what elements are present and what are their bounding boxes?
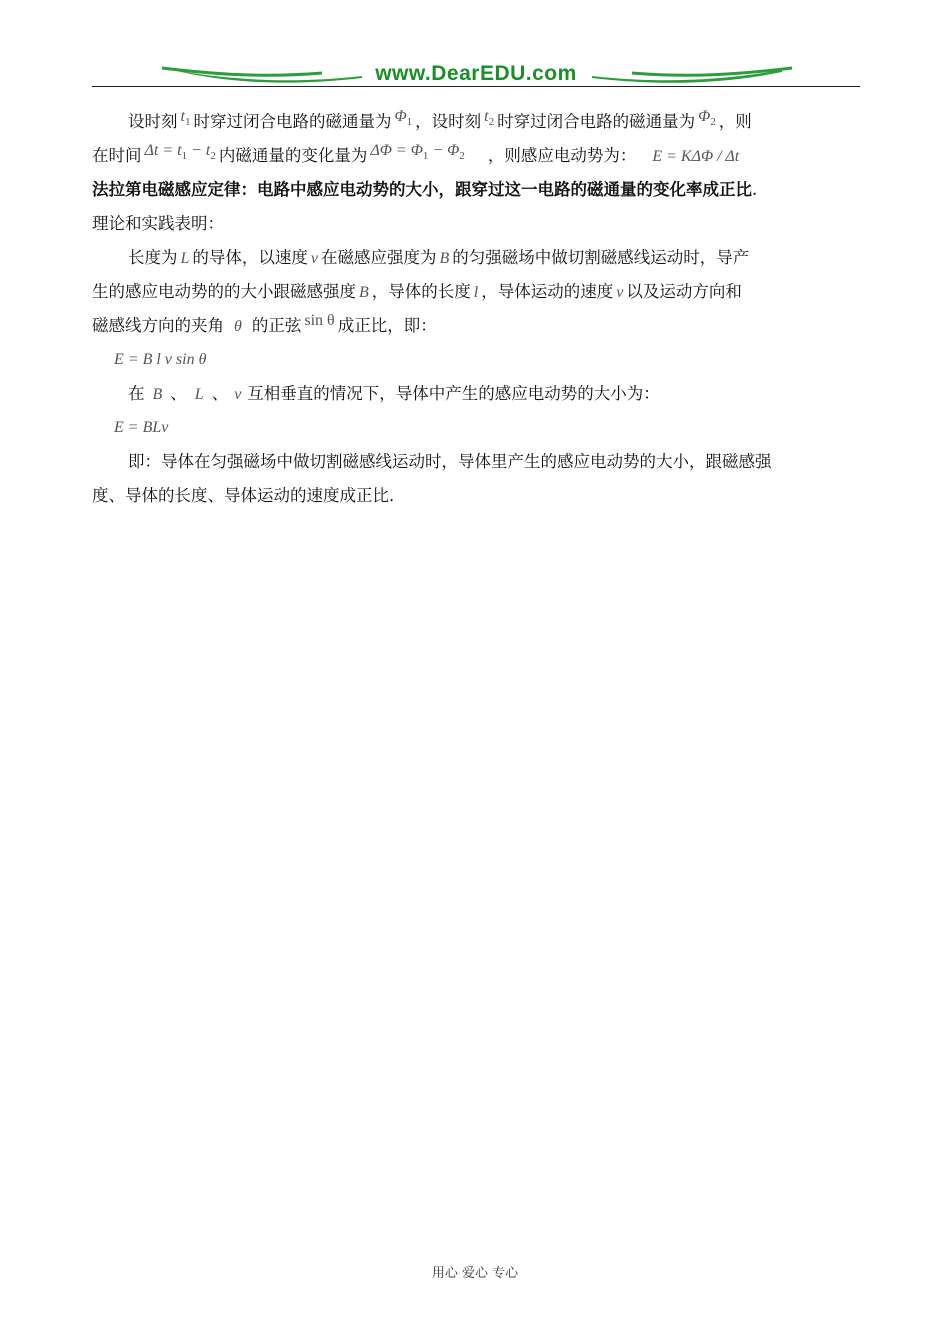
paragraph-line-5	[92, 241, 860, 275]
math-emf-formula: E = KΔΦ / Δt	[652, 148, 740, 165]
text-run: 理论和实践表明：	[92, 214, 224, 233]
text-run: 在	[128, 384, 145, 403]
math-L: L	[194, 386, 204, 403]
text-run: 成正比，即：	[337, 316, 437, 335]
paragraph-line-7	[92, 309, 860, 343]
math-phi1	[391, 108, 415, 129]
math-symbol: Φ	[698, 108, 711, 125]
math-delta-t	[142, 142, 219, 163]
text-run: 以及运动方向和	[626, 282, 742, 301]
text-run: 的匀强磁场中做切割磁感线运动时，导产	[452, 248, 750, 267]
math-phi2	[695, 108, 719, 129]
math-t2	[481, 108, 497, 129]
math-B: B	[439, 250, 450, 267]
math-symbol: t	[484, 108, 489, 125]
math-subscript: 1	[406, 116, 413, 129]
text-run: 时穿过闭合电路的磁通量为	[497, 112, 696, 131]
math-subscript: 1	[422, 150, 429, 163]
math-l: l	[473, 284, 479, 301]
math-symbol: Δt = t	[144, 142, 182, 159]
math-subscript: 2	[710, 116, 716, 129]
equation-emf-perpendicular: E = BLv	[114, 419, 169, 436]
paragraph-line-6	[92, 275, 860, 309]
math-symbol: ΔΦ = Φ	[370, 142, 423, 159]
law-text: 法拉第电磁感应定律：电路中感应电动势的大小，跟穿过这一电路的磁通量的变化率成正比	[92, 180, 752, 199]
law-period: .	[752, 180, 758, 199]
equation-emf-general: E = B l v sin θ	[114, 351, 207, 368]
math-B: B	[359, 284, 369, 301]
math-subscript: 1	[184, 116, 191, 129]
text-run: 生的感应电动势的的大小跟磁感强度	[92, 282, 356, 301]
math-v: v	[310, 250, 319, 267]
text-run: 、	[170, 384, 187, 403]
math-subscript: 1	[181, 150, 188, 163]
math-subscript: 2	[459, 150, 465, 163]
math-symbol: t	[180, 108, 185, 125]
math-delta-phi	[367, 142, 468, 163]
text-run: 设时刻	[128, 112, 178, 131]
text-run: 互相垂直的情况下，导体中产生的感应电动势的大小为：	[247, 384, 660, 403]
math-symbol: Φ	[394, 108, 407, 125]
text-run: 在时间	[92, 146, 142, 165]
math-subscript: 2	[488, 116, 495, 129]
text-run: 时穿过闭合电路的磁通量为	[193, 112, 392, 131]
math-symbol: − t	[187, 142, 211, 159]
math-v: v	[234, 386, 242, 403]
text-run: 磁感线方向的夹角	[92, 316, 224, 335]
paragraph-line-2	[92, 139, 860, 173]
page-footer: 用心 爱心 专心	[431, 1266, 519, 1281]
text-run: ，导体运动的速度	[481, 282, 614, 301]
text-run: 长度为	[128, 248, 178, 267]
paragraph-line-11	[92, 445, 860, 479]
site-logo-text[interactable]: www.DearEDU.com	[375, 62, 577, 85]
paragraph-line-12	[92, 479, 860, 513]
text-run: ，导体的长度	[371, 282, 471, 301]
text-run: 的导体，以速度	[192, 248, 308, 267]
text-run: 的正弦	[251, 316, 302, 335]
text-run: 度、导体的长度、导体运动的速度成正比．	[92, 486, 406, 505]
paragraph-line-1	[92, 105, 860, 139]
math-sin-theta: sin θ	[304, 312, 335, 329]
text-run: 、	[211, 384, 229, 403]
math-B: B	[152, 386, 163, 403]
text-run: ，设时刻	[415, 112, 482, 131]
math-v: v	[616, 284, 624, 301]
math-subscript: 2	[210, 150, 216, 163]
math-theta: θ	[234, 318, 242, 335]
text-run: 即：导体在匀强磁场中做切割磁感线运动时，导体里产生的感应电动势的大小，跟磁感强	[128, 452, 772, 471]
law-statement	[92, 173, 860, 207]
document-body	[92, 105, 860, 513]
text-run: ，则感应电动势为：	[487, 146, 637, 165]
theory-intro	[92, 207, 860, 241]
text-run: 内磁通量的变化量为	[218, 146, 368, 165]
header-divider	[92, 86, 860, 87]
paragraph-line-9	[92, 377, 860, 411]
math-L: L	[180, 250, 190, 267]
math-symbol: − Φ	[428, 142, 460, 159]
math-t1	[178, 108, 194, 129]
text-run: ，则	[718, 112, 752, 131]
text-run: 在磁感应强度为	[321, 248, 437, 267]
